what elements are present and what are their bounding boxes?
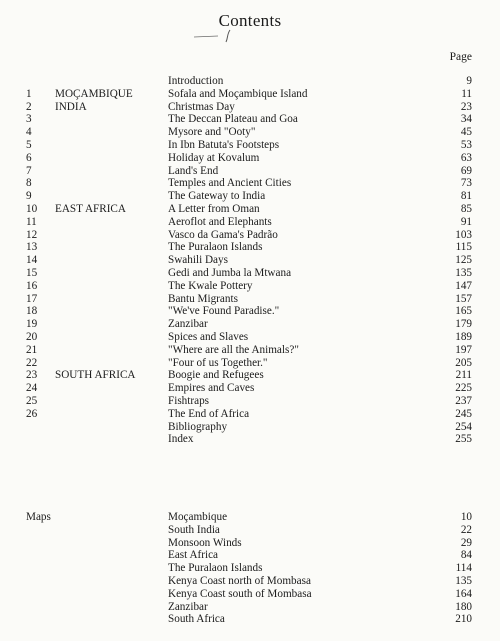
page-column-label: Page — [449, 51, 472, 63]
map-row — [0, 613, 500, 626]
toc-row — [0, 241, 500, 254]
chapter-title: "Four of us Together." — [168, 356, 268, 369]
toc-row — [0, 75, 500, 88]
chapter-title: Vasco da Gama's Padrão — [168, 228, 278, 241]
map-title: Kenya Coast south of Mombasa — [168, 587, 312, 600]
map-title: South Africa — [168, 613, 225, 626]
chapter-number: 17 — [26, 292, 38, 305]
page-number: 211 — [455, 369, 472, 382]
page-number: 210 — [455, 613, 472, 626]
page-number: 91 — [460, 215, 472, 228]
page-number: 9 — [466, 75, 472, 87]
page-number: 85 — [460, 203, 472, 215]
chapter-title: Index — [168, 433, 194, 446]
map-title: East Africa — [168, 549, 219, 562]
page-number: 255 — [455, 433, 472, 446]
toc-row — [0, 369, 500, 382]
chapter-title: Fishtraps — [168, 395, 210, 407]
chapter-number: 1 — [26, 87, 32, 100]
page-number: 135 — [455, 575, 472, 587]
chapter-title: The Gateway to India — [168, 190, 266, 203]
chapter-title: Gedi and Jumba la Mtwana — [168, 267, 292, 279]
page-number: 164 — [455, 587, 472, 600]
toc-row — [0, 331, 500, 344]
chapter-number: 21 — [26, 343, 38, 356]
chapter-number: 19 — [26, 318, 38, 331]
chapter-title: Aeroflot and Elephants — [168, 215, 272, 228]
chapter-title: Temples and Ancient Cities — [168, 177, 292, 190]
toc-row — [0, 382, 500, 395]
page-number: 254 — [455, 420, 472, 433]
chapter-number: 13 — [26, 241, 38, 254]
chapter-title: Mysore and "Ooty" — [168, 126, 256, 139]
chapter-title: Spices and Slaves — [168, 331, 249, 343]
map-row — [0, 588, 500, 601]
chapter-number: 25 — [26, 395, 38, 407]
page-title: Contents — [218, 11, 282, 30]
page-number: 22 — [460, 523, 472, 536]
page-number: 84 — [460, 549, 472, 562]
section-heading: MOÇAMBIQUE — [55, 87, 133, 100]
toc-row — [0, 254, 500, 267]
chapter-title: Bantu Migrants — [168, 292, 238, 305]
page-number: 23 — [460, 100, 472, 113]
toc-row — [0, 152, 500, 165]
map-row — [0, 562, 500, 575]
chapter-title: In Ibn Batuta's Footsteps — [168, 139, 280, 151]
page-number: 189 — [455, 331, 472, 343]
map-row — [0, 537, 500, 550]
chapter-number: 9 — [26, 190, 32, 203]
map-row — [0, 575, 500, 588]
chapter-number: 14 — [26, 254, 38, 267]
page-number: 34 — [460, 113, 472, 126]
chapter-title: Land's End — [168, 164, 219, 177]
section-heading: SOUTH AFRICA — [55, 369, 136, 382]
chapter-number: 11 — [26, 215, 37, 228]
chapter-title: The Puralaon Islands — [168, 241, 263, 254]
page-number: 11 — [461, 87, 472, 100]
page-number: 45 — [460, 126, 472, 139]
chapter-title: Sofala and Moçambique Island — [168, 87, 308, 100]
chapter-title: Bibliography — [168, 420, 228, 433]
chapter-number: 10 — [26, 203, 38, 215]
toc-row — [0, 293, 500, 306]
chapter-title: The End of Africa — [168, 407, 250, 420]
map-row — [0, 601, 500, 614]
page-number: 73 — [460, 177, 472, 190]
toc-row — [0, 216, 500, 229]
chapter-number: 15 — [26, 267, 38, 279]
map-row — [0, 524, 500, 537]
toc-row — [0, 177, 500, 190]
page-number: 205 — [455, 356, 472, 369]
page-number: 63 — [460, 151, 472, 164]
page-number: 53 — [460, 139, 472, 151]
toc-row — [0, 305, 500, 318]
page-number: 180 — [455, 600, 472, 613]
chapter-title: Empires and Caves — [168, 382, 255, 395]
chapter-title: A Letter from Oman — [168, 203, 260, 215]
pen-mark-icon — [192, 28, 242, 44]
chapter-number: 7 — [26, 164, 32, 177]
chapter-number: 5 — [26, 139, 32, 151]
toc-row — [0, 126, 500, 139]
chapter-number: 22 — [26, 356, 38, 369]
chapter-title: Boogie and Refugees — [168, 369, 264, 382]
chapter-number: 16 — [26, 279, 38, 292]
map-title: Monsoon Winds — [168, 536, 242, 549]
chapter-number: 23 — [26, 369, 38, 382]
chapter-number: 4 — [26, 126, 32, 139]
map-row — [0, 549, 500, 562]
toc-row — [0, 203, 500, 216]
page-number: 197 — [455, 343, 472, 356]
chapter-number: 18 — [26, 305, 38, 318]
map-title: Kenya Coast north of Mombasa — [168, 575, 311, 587]
section-heading: INDIA — [55, 100, 87, 113]
chapter-title: Introduction — [168, 75, 224, 87]
page-number: 103 — [455, 228, 472, 241]
page-number: 157 — [455, 292, 472, 305]
page-number: 237 — [455, 395, 472, 407]
map-title: Zanzibar — [168, 600, 208, 613]
chapter-number: 6 — [26, 151, 32, 164]
page-number: 29 — [460, 536, 472, 549]
toc-row — [0, 229, 500, 242]
toc-row — [0, 113, 500, 126]
map-title: The Puralaon Islands — [168, 562, 263, 575]
page-number: 165 — [455, 305, 472, 318]
toc-row — [0, 421, 500, 434]
chapter-title: The Kwale Pottery — [168, 279, 253, 292]
chapter-number: 3 — [26, 113, 32, 126]
chapter-title: Christmas Day — [168, 100, 235, 113]
page-number: 114 — [455, 562, 472, 575]
toc-row — [0, 408, 500, 421]
chapter-number: 26 — [26, 407, 38, 420]
toc-row — [0, 280, 500, 293]
map-row — [0, 511, 500, 524]
page-number: 225 — [455, 382, 472, 395]
map-title: Moçambique — [168, 511, 228, 523]
chapter-number: 2 — [26, 100, 32, 113]
maps-label: Maps — [26, 511, 51, 523]
toc-row — [0, 357, 500, 370]
toc-row — [0, 344, 500, 357]
toc-row — [0, 165, 500, 178]
chapter-title: "Where are all the Animals?" — [168, 343, 299, 356]
section-heading: EAST AFRICA — [55, 203, 126, 215]
page-number: 10 — [460, 511, 472, 523]
chapter-title: Holiday at Kovalum — [168, 151, 260, 164]
chapter-title: The Deccan Plateau and Goa — [168, 113, 298, 126]
chapter-number: 24 — [26, 382, 38, 395]
toc-row — [0, 88, 500, 101]
page-number: 69 — [460, 164, 472, 177]
map-title: South India — [168, 523, 220, 536]
toc-row — [0, 395, 500, 408]
toc-row — [0, 101, 500, 114]
page-number: 115 — [455, 241, 472, 254]
chapter-number: 12 — [26, 228, 38, 241]
toc-row — [0, 267, 500, 280]
toc-row — [0, 318, 500, 331]
chapter-title: Swahili Days — [168, 254, 228, 267]
page-number: 245 — [455, 407, 472, 420]
toc-row — [0, 190, 500, 203]
page-number: 81 — [460, 190, 472, 203]
chapter-title: Zanzibar — [168, 318, 208, 331]
chapter-title: "We've Found Paradise." — [168, 305, 280, 318]
toc-row — [0, 139, 500, 152]
page-number: 179 — [455, 318, 472, 331]
page-number: 135 — [455, 267, 472, 279]
chapter-number: 20 — [26, 331, 38, 343]
page-number: 125 — [455, 254, 472, 267]
toc-row — [0, 433, 500, 446]
page-number: 147 — [455, 279, 472, 292]
chapter-number: 8 — [26, 177, 32, 190]
